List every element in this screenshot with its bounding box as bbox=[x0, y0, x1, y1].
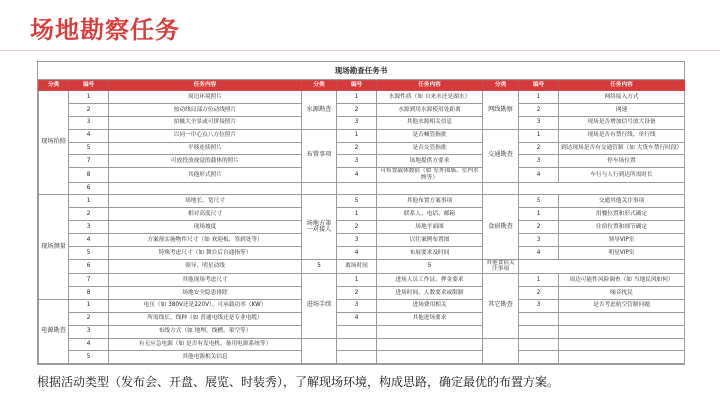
number-cell-2: 2 bbox=[337, 221, 377, 234]
number-cell-3: 2 bbox=[519, 286, 559, 299]
task-cell-3: 网络接入方式 bbox=[559, 91, 685, 104]
table-row bbox=[39, 312, 685, 325]
task-cell-1: 以同一中心点八方位照片 bbox=[109, 129, 302, 142]
task-cell-2 bbox=[377, 338, 483, 351]
number-cell-2 bbox=[337, 338, 377, 351]
number-cell-1: 4 bbox=[69, 129, 109, 142]
task-cell-3 bbox=[559, 351, 685, 364]
category-cell-1: 现场拍照 bbox=[39, 91, 69, 195]
task-cell-3 bbox=[483, 182, 519, 195]
task-cell-3: 用餐位置和形式确定 bbox=[559, 208, 685, 221]
category-cell-3 bbox=[483, 338, 519, 364]
task-cell-1: 按动线局部方位动线照片 bbox=[109, 103, 302, 116]
category-cell-2: 场地方第一对接人 bbox=[302, 195, 337, 259]
task-cell-1: 领导、明星动线 bbox=[109, 259, 302, 273]
task-cell-2: 其他进场要求 bbox=[377, 312, 483, 325]
task-cell-1: 其他现场考虑尺寸 bbox=[109, 274, 302, 287]
number-cell-2: 2 bbox=[337, 142, 377, 155]
number-cell-2 bbox=[302, 182, 337, 195]
number-cell-1: 2 bbox=[69, 312, 109, 325]
number-cell-1: 7 bbox=[69, 155, 109, 168]
number-cell-2: 4 bbox=[337, 168, 377, 182]
task-cell-2: 场地提供方要求 bbox=[377, 155, 483, 168]
task-cell-3: 是否考虑航空管制问题 bbox=[559, 299, 685, 312]
header-number-3: 编号 bbox=[519, 81, 559, 91]
task-cell-2 bbox=[337, 182, 377, 195]
number-cell-2: 1 bbox=[337, 91, 377, 104]
task-cell-2 bbox=[377, 351, 483, 364]
task-cell-1: 可放投放视觉的载体的照片 bbox=[109, 155, 302, 168]
number-cell-1: 4 bbox=[69, 234, 109, 247]
task-cell-1: 拍摄大全景或可拼接照片 bbox=[109, 116, 302, 129]
task-cell-2 bbox=[377, 325, 483, 338]
number-cell-2: 1 bbox=[337, 274, 377, 287]
category-cell-3: 交通勘查 bbox=[483, 129, 519, 182]
task-cell-1: 有无应急电源（如 是否有发电机、备用电源系统等） bbox=[109, 338, 302, 351]
task-cell-1: 电压（如 380V还是220V）、可承载功率（KW） bbox=[109, 299, 302, 312]
number-cell-1: 3 bbox=[69, 221, 109, 234]
number-cell-3: 3 bbox=[519, 155, 559, 168]
category-cell-3: 网线勘察 bbox=[483, 91, 519, 130]
task-cell-3: 其他食宿关注事项 bbox=[483, 259, 519, 273]
task-cell-2: 进场人员工作证、押金要求 bbox=[377, 274, 483, 287]
table-row bbox=[39, 259, 685, 273]
task-cell-2: 进场时间、人数要求或限制 bbox=[377, 286, 483, 299]
table-header-row bbox=[39, 81, 685, 91]
task-cell-2: 水源到用水源使用处距离 bbox=[377, 103, 483, 116]
task-cell-1: 特殊考虑尺寸（如 舞台后台通指等） bbox=[109, 246, 302, 259]
number-cell-3: 4 bbox=[519, 246, 559, 259]
number-cell-2 bbox=[337, 351, 377, 364]
table-row bbox=[39, 246, 685, 259]
number-cell-1: 8 bbox=[69, 286, 109, 299]
number-cell-1: 1 bbox=[69, 195, 109, 208]
number-cell-3 bbox=[519, 351, 559, 364]
footer-note: 根据活动类型（发布会、开盘、展览、时装秀），了解现场环境，构成思路，确定最优的布置方案。 bbox=[37, 375, 560, 389]
number-cell-2: 3 bbox=[337, 116, 377, 129]
number-cell-2: 3 bbox=[337, 234, 377, 247]
page-title: 场地勘察任务 bbox=[30, 16, 180, 44]
number-cell-1: 8 bbox=[69, 168, 109, 182]
task-cell-3: 车行与人行到达所需时长 bbox=[559, 168, 685, 182]
number-cell-3: 3 bbox=[519, 116, 559, 129]
table-row bbox=[39, 221, 685, 234]
number-cell-1: 5 bbox=[69, 246, 109, 259]
category-cell-1: 现场测量 bbox=[39, 195, 69, 299]
task-cell-1: 现场坡度 bbox=[109, 221, 302, 234]
number-cell-2: 5 bbox=[337, 195, 377, 208]
header-number-2: 编号 bbox=[337, 81, 377, 91]
number-cell-1: 2 bbox=[69, 208, 109, 221]
number-cell-3: 3 bbox=[519, 299, 559, 312]
table-row bbox=[39, 208, 685, 221]
task-cell-2: 以往案例布置图 bbox=[377, 234, 483, 247]
title-divider bbox=[0, 50, 720, 51]
number-cell-3 bbox=[519, 325, 559, 338]
task-cell-2: 水源性质（如 自来水还是湖水） bbox=[377, 91, 483, 104]
task-cell-2: 场地平面图 bbox=[377, 221, 483, 234]
task-cell-1: 布线方式（如 地埋、线槽、架空等） bbox=[109, 325, 302, 338]
task-cell-1: 所需线长、线种（如 普通电线还是专业电缆） bbox=[109, 312, 302, 325]
number-cell-2 bbox=[337, 325, 377, 338]
number-cell-3: 2 bbox=[519, 142, 559, 155]
number-cell-1: 1 bbox=[69, 299, 109, 312]
number-cell-3: 5 bbox=[377, 259, 483, 273]
task-cell-3: 网速 bbox=[559, 103, 685, 116]
task-cell-1: 平移连续照片 bbox=[109, 142, 302, 155]
category-cell-2: 布置事项 bbox=[302, 129, 337, 182]
table-row bbox=[39, 299, 685, 312]
header-task-2: 任务内容 bbox=[377, 81, 483, 91]
task-cell-1: 周边环境照片 bbox=[109, 91, 302, 104]
number-cell-3 bbox=[519, 338, 559, 351]
task-cell-3: 到达现场是否有交通管制（如 大货车禁行时段） bbox=[559, 142, 685, 155]
task-cell-2: 联系人、电话、邮箱 bbox=[377, 208, 483, 221]
header-category-3: 分类 bbox=[483, 81, 519, 91]
number-cell-3: 4 bbox=[519, 168, 559, 182]
number-cell-1: 1 bbox=[69, 91, 109, 104]
number-cell-3: 1 bbox=[519, 91, 559, 104]
task-cell-2: 是否交管指批 bbox=[377, 142, 483, 155]
task-cell-3: 周边可能性风险调查（如 当地民风如何） bbox=[559, 274, 685, 287]
table-row bbox=[39, 116, 685, 129]
number-cell-3: 2 bbox=[519, 103, 559, 116]
number-cell-2: 4 bbox=[337, 246, 377, 259]
category-cell-1: 电源勘查 bbox=[39, 299, 69, 363]
task-cell-3: 现场是否有禁行线、单行线 bbox=[559, 129, 685, 142]
number-cell-2: 4 bbox=[337, 312, 377, 325]
header-category-1: 分类 bbox=[39, 81, 69, 91]
header-number-1: 编号 bbox=[69, 81, 109, 91]
task-cell-2: 离场时间 bbox=[337, 259, 377, 273]
table-row bbox=[39, 234, 685, 247]
number-cell-1: 3 bbox=[69, 325, 109, 338]
task-cell-1: 相对高度尺寸 bbox=[109, 208, 302, 221]
sheet-title: 现场勘查任务书 bbox=[38, 62, 684, 80]
number-cell-1: 5 bbox=[69, 142, 109, 155]
task-cell-3 bbox=[559, 325, 685, 338]
task-cell-2: 布展要求及时间 bbox=[377, 246, 483, 259]
table-row bbox=[39, 286, 685, 299]
number-cell-2: 3 bbox=[337, 155, 377, 168]
header-task-1: 任务内容 bbox=[109, 81, 302, 91]
task-cell-2: 可布置载体数值（如 室外围墙、室内水牌等） bbox=[377, 168, 483, 182]
task-cell-3: 领导VIP室 bbox=[559, 234, 685, 247]
task-cell-3: 噪音扰民 bbox=[559, 286, 685, 299]
task-cell-2: 其他水源相关信息 bbox=[377, 116, 483, 129]
category-cell-3: 食宿勘查 bbox=[483, 195, 519, 259]
task-cell-3 bbox=[559, 338, 685, 351]
task-cell-3: 住宿位置和细节确定 bbox=[559, 221, 685, 234]
category-cell-2: 进场手续 bbox=[302, 274, 337, 338]
task-cell-3: 明星VIP室 bbox=[559, 246, 685, 259]
number-cell-3: 1 bbox=[519, 274, 559, 287]
number-cell-2: 2 bbox=[337, 286, 377, 299]
number-cell-1: 3 bbox=[69, 116, 109, 129]
category-cell-2 bbox=[302, 338, 337, 364]
table-row bbox=[39, 142, 685, 155]
table-row bbox=[39, 274, 685, 287]
task-cell-1: 场地长、宽尺寸 bbox=[109, 195, 302, 208]
number-cell-2: 3 bbox=[337, 299, 377, 312]
task-cell-2: 其他布置方案事项 bbox=[377, 195, 483, 208]
table-row bbox=[39, 129, 685, 142]
header-category-2: 分类 bbox=[302, 81, 337, 91]
number-cell-1: 4 bbox=[69, 338, 109, 351]
number-cell-3: 1 bbox=[519, 129, 559, 142]
table-row bbox=[39, 351, 685, 364]
task-cell-3: 现场是否增加信号放大设备 bbox=[559, 116, 685, 129]
task-cell-1: 其他电源相关信息 bbox=[109, 351, 302, 364]
number-cell-3: 1 bbox=[519, 208, 559, 221]
number-cell-1: 5 bbox=[69, 351, 109, 364]
number-cell-1: 6 bbox=[69, 259, 109, 273]
task-cell-1 bbox=[109, 182, 302, 195]
number-cell-2: 2 bbox=[337, 103, 377, 116]
table-row bbox=[39, 182, 685, 195]
task-cell-3 bbox=[559, 312, 685, 325]
number-cell-3: 2 bbox=[519, 221, 559, 234]
number-cell-1: 2 bbox=[69, 103, 109, 116]
table-body bbox=[39, 91, 685, 364]
task-cell-1: 其他形式照片 bbox=[109, 168, 302, 182]
number-cell-2: 1 bbox=[337, 208, 377, 221]
table-row bbox=[39, 155, 685, 168]
number-cell-2: 1 bbox=[337, 129, 377, 142]
table-row bbox=[39, 338, 685, 351]
table-row bbox=[39, 195, 685, 208]
task-cell-1: 方案预实施物件尺寸（如 欢迎板、签到处等） bbox=[109, 234, 302, 247]
number-cell-2: 5 bbox=[302, 259, 337, 273]
number-cell-1: 7 bbox=[69, 274, 109, 287]
header-task-3: 任务内容 bbox=[559, 81, 685, 91]
task-cell-1: 场地安全隐患排除 bbox=[109, 286, 302, 299]
table-row bbox=[39, 325, 685, 338]
table-row bbox=[39, 103, 685, 116]
task-table bbox=[38, 80, 685, 364]
task-cell-3: 停车场位置 bbox=[559, 155, 685, 168]
category-cell-3: 其它勘查 bbox=[483, 274, 519, 338]
task-cell-2: 进场费用相关 bbox=[377, 299, 483, 312]
number-cell-3: 3 bbox=[519, 234, 559, 247]
task-sheet bbox=[37, 61, 685, 365]
table-row bbox=[39, 91, 685, 104]
number-cell-3: 5 bbox=[519, 195, 559, 208]
number-cell-3 bbox=[377, 182, 483, 195]
task-cell-3: 交通其他关注事项 bbox=[559, 195, 685, 208]
category-cell-2: 水源勘查 bbox=[302, 91, 337, 130]
number-cell-1: 6 bbox=[69, 182, 109, 195]
table-row bbox=[39, 168, 685, 182]
number-cell-3 bbox=[519, 312, 559, 325]
task-cell-2: 是否喊管指批 bbox=[377, 129, 483, 142]
